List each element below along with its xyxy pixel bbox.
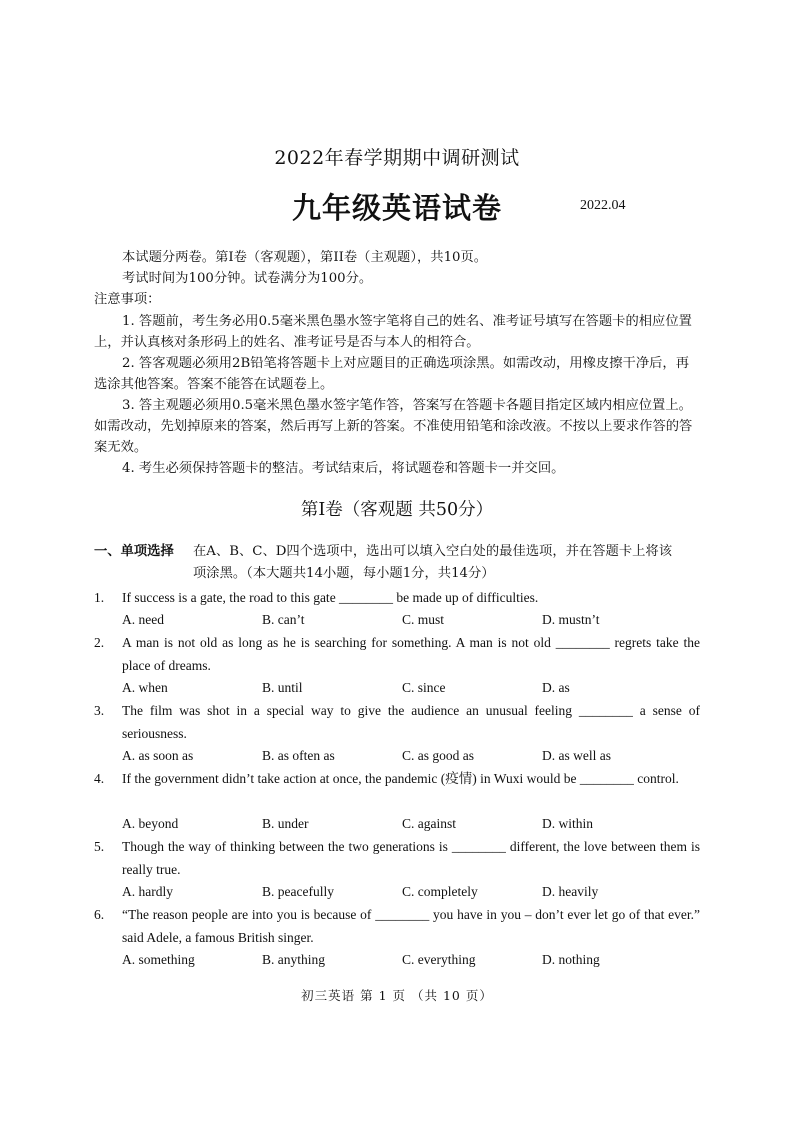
page-footer: 初三英语 第 1 页 （共 10 页） [301, 988, 493, 1003]
question-stem: “The reason people are into you is because of ________ you have in you – don’t ever let go of that ever.” said Adele, a famous British singer. [122, 907, 700, 945]
notice-item-2: 2. 答客观题必须用2B铅笔将答题卡上对应题目的正确选项涂黑。如需改动，用橡皮擦干净后，再选涂其他答案。答案不能答在试题卷上。 [94, 356, 690, 392]
part-instruction-1: 在A、B、C、D四个选项中，选出可以填入空白处的最佳选项，并在答题卡上将该 [193, 544, 673, 559]
option-d: D. within [542, 816, 594, 831]
notice-heading: 注意事项： [94, 292, 161, 307]
option-c: C. against [402, 816, 456, 831]
option-a: A. as soon as [122, 748, 194, 763]
question-number: 6. [94, 907, 105, 922]
question-stem: If success is a gate, the road to this gate ________ be made up of difficulties. [122, 590, 539, 605]
question-2 [94, 632, 700, 677]
option-d: D. heavily [542, 884, 599, 899]
notice-item-4: 4. 考生必须保持答题卡的整洁。考试结束后，将试题卷和答题卡一并交回。 [122, 461, 565, 476]
question-stem: If the government didn’t take action at once, the pandemic (疫情) in Wuxi would be ________ control. [122, 771, 679, 786]
option-a: A. something [122, 952, 195, 967]
question-number: 2. [94, 635, 105, 650]
option-a: A. need [122, 612, 164, 627]
option-b: B. anything [262, 952, 325, 967]
question-number: 4. [94, 771, 105, 786]
option-b: B. until [262, 680, 303, 695]
option-a: A. hardly [122, 884, 173, 899]
option-c: C. since [402, 680, 446, 695]
exam-date: 2022.04 [580, 198, 626, 213]
question-3 [94, 700, 700, 745]
option-b: B. under [262, 816, 309, 831]
part-label: 一、单项选择 [94, 544, 174, 559]
option-b: B. can’t [262, 612, 305, 627]
question-4 [94, 768, 700, 791]
option-d: D. nothing [542, 952, 600, 967]
question-number: 3. [94, 703, 105, 718]
question-stem: Though the way of thinking between the two generations is ________ different, the love between them is really true. [122, 839, 700, 877]
option-c: C. everything [402, 952, 476, 967]
option-b: B. peacefully [262, 884, 334, 899]
section-title: 第I卷（客观题 共50分） [300, 500, 494, 520]
question-5 [94, 836, 700, 881]
question-6 [94, 904, 700, 949]
option-a: A. beyond [122, 816, 179, 831]
option-d: D. as well as [542, 748, 611, 763]
notice-item-1: 1. 答题前，考生务必用0.5毫米黑色墨水签字笔将自己的姓名、准考证号填写在答题卡的相应位置上，并认真核对条形码上的姓名、准考证号是否与本人的相符合。 [94, 314, 692, 350]
option-a: A. when [122, 680, 168, 695]
question-stem: A man is not old as long as he is searching for something. A man is not old ________ regrets take the place of dreams. [122, 635, 700, 673]
question-number: 5. [94, 839, 105, 854]
option-d: D. as [542, 680, 570, 695]
question-number: 1. [94, 590, 105, 605]
question-stem: The film was shot in a special way to give the audience an unusual feeling ________ a sense of seriousness. [122, 703, 700, 741]
part-instruction-2: 项涂黑。（本大题共14小题，每小题1分，共14分） [193, 566, 495, 581]
question-1 [94, 587, 700, 610]
option-d: D. mustn’t [542, 612, 600, 627]
option-c: C. completely [402, 884, 478, 899]
exam-title-line1: 2022年春学期期中调研测试 [274, 147, 520, 169]
option-c: C. as good as [402, 748, 474, 763]
exam-title-line2: 九年级英语试卷 [291, 191, 502, 225]
intro-line-2: 考试时间为100分钟。试卷满分为100分。 [122, 271, 373, 286]
option-b: B. as often as [262, 748, 335, 763]
intro-line-1: 本试题分两卷。第I卷（客观题），第II卷（主观题），共10页。 [122, 250, 488, 265]
notice-item-3: 3. 答主观题必须用0.5毫米黑色墨水签字笔作答，答案写在答题卡各题目指定区域内相应位置上。如需改动，先划掉原来的答案，然后再写上新的答案。不准使用铅笔和涂改液。不按以上要求作答的答案无效。 [94, 398, 693, 455]
option-c: C. must [402, 612, 445, 627]
